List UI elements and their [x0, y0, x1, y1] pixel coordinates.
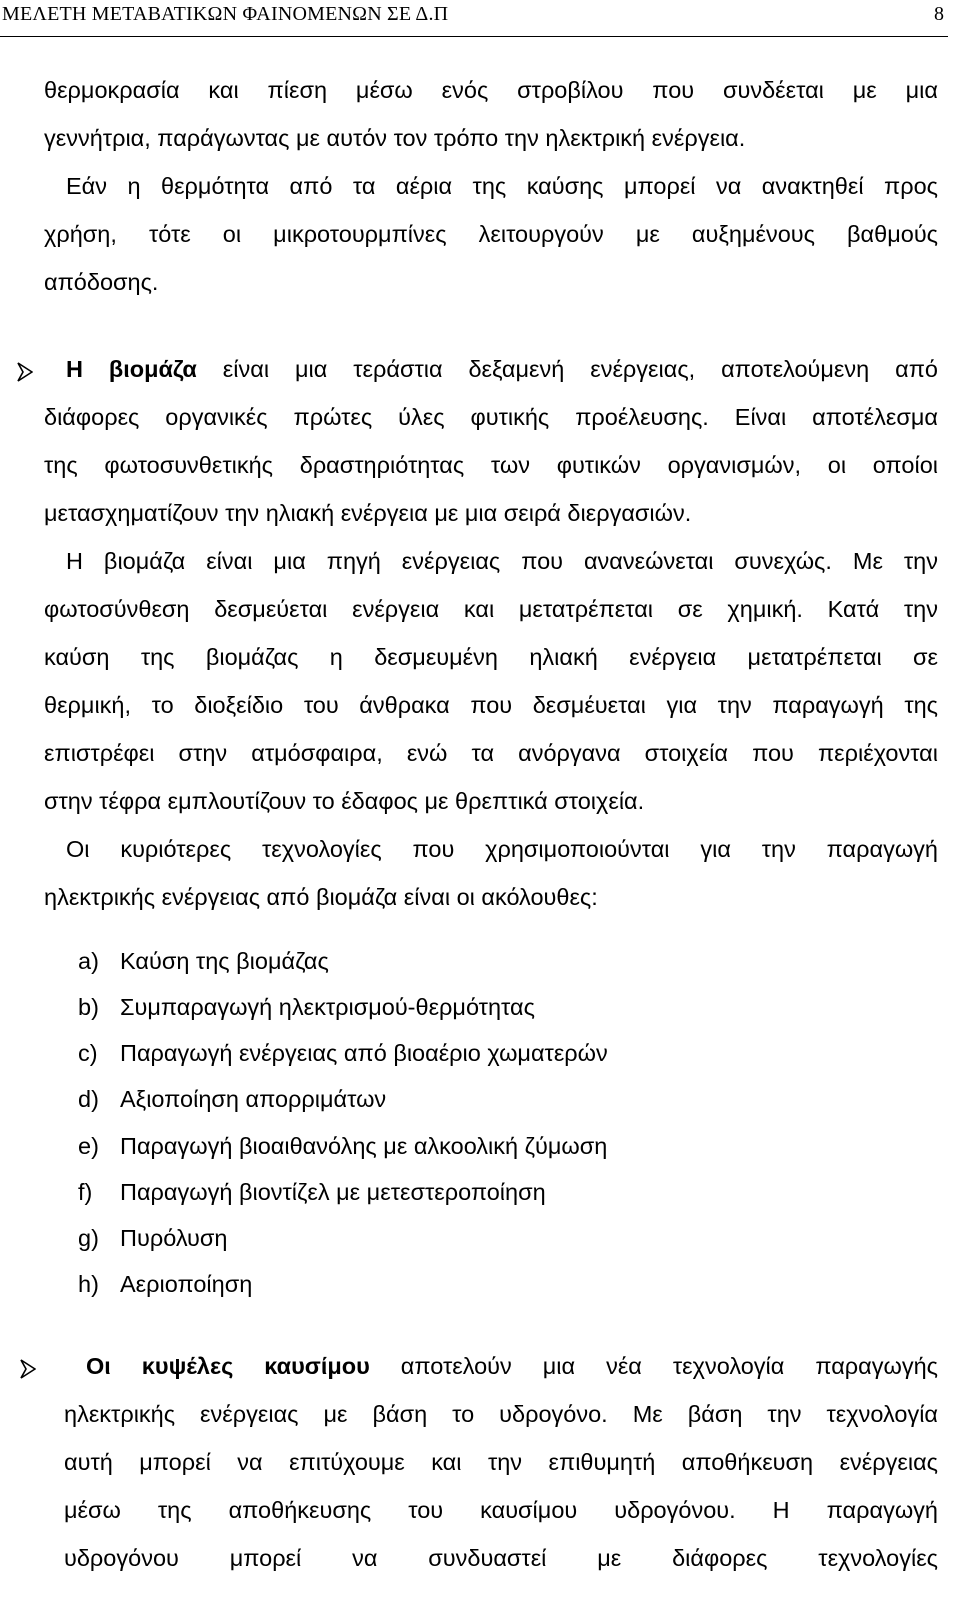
list-item-text: Παραγωγή ενέργειας από βιοαέριο χωματερών — [120, 1040, 608, 1066]
text-line: μέσω της αποθήκευσης του καυσίμου υδρογόνου. Η παραγωγή — [64, 1497, 938, 1523]
text-line: καύση της βιομάζας η δεσμευμένη ηλιακή ενέργεια μετατρέπεται σε — [44, 644, 938, 670]
text-line: αυτή μπορεί να επιτύχουμε και την επιθυμητή αποθήκευση ενέργειας — [64, 1449, 938, 1475]
text-line: υδρογόνου μπορεί να συνδυαστεί με διάφορες τεχνολογίες — [64, 1545, 938, 1571]
text-line: θερμική, το διοξείδιο του άνθρακα που δεσμέυεται για την παραγωγή της — [44, 692, 938, 718]
list-item — [78, 1086, 386, 1126]
list-item-label: e) — [78, 1133, 99, 1159]
list-item-label: h) — [78, 1271, 99, 1297]
list-item-text: Πυρόλυση — [120, 1225, 228, 1251]
list-item — [78, 1179, 546, 1219]
text-line: μετασχηματίζουν την ηλιακή ενέργεια με μια σειρά διεργασιών. — [44, 500, 692, 526]
list-item — [78, 1271, 252, 1311]
list-item — [78, 948, 329, 988]
text-line: ηλεκτρικής ενέργειας από βιομάζα είναι οι ακόλουθες: — [44, 884, 598, 910]
text-line: ηλεκτρικής ενέργειας με βάση το υδρογόνο. Με βάση την τεχνολογία — [64, 1401, 938, 1427]
text-line: Η βιομάζα είναι μια πηγή ενέργειας που ανανεώνεται συνεχώς. Με την — [66, 548, 938, 574]
list-item-text: Παραγωγή βιοντίζελ με μετεστεροποίηση — [120, 1179, 546, 1205]
list-item-text: Συμπαραγωγή ηλεκτρισμού-θερμότητας — [120, 994, 535, 1020]
list-item-text: Αεριοποίηση — [120, 1271, 253, 1297]
list-item-label: a) — [78, 948, 99, 974]
fuel-cells-term: Οι κυψέλες καυσίμου — [86, 1353, 370, 1379]
document-title: ΜΕΛΕΤΗ ΜΕΤΑΒΑΤΙΚΩΝ ΦΑΙΝΟΜΕΝΩΝ ΣΕ Δ.Π — [2, 3, 449, 25]
text-run: είναι μια τεράστια δεξαμενή ενέργειας, αποτελούμενη από — [196, 356, 938, 382]
text-run: αποτελούν μια νέα τεχνολογία παραγωγής — [369, 1353, 938, 1379]
text-line: απόδοσης. — [44, 269, 159, 295]
text-line: χρήση, τότε οι μικροτουρμπίνες λειτουργούν με αυξημένους βαθμούς — [44, 221, 938, 247]
arrowhead-bullet-icon — [20, 1359, 36, 1379]
biomass-paragraph — [44, 345, 938, 921]
text-line — [44, 345, 938, 393]
list-item-text: Αξιοποίηση απορριμάτων — [120, 1086, 387, 1112]
text-line: διάφορες οργανικές πρώτες ύλες φυτικής προέλευσης. Είναι αποτέλεσμα — [44, 404, 938, 430]
list-item — [78, 1133, 607, 1173]
list-item-label: b) — [78, 994, 99, 1020]
text-line: της φωτοσυνθετικής δραστηριότητας των φυτικών οργανισμών, οι οποίοι — [44, 452, 938, 478]
text-line — [64, 1342, 938, 1390]
text-line: γεννήτρια, παράγωντας με αυτόν τον τρόπο την ηλεκτρική ενέργεια. — [44, 125, 746, 151]
text-line: στην τέφρα εμπλουτίζουν το έδαφος με θρεπτικά στοιχεία. — [44, 788, 645, 814]
intro-paragraph — [44, 66, 938, 306]
arrowhead-bullet-icon — [17, 362, 33, 382]
list-item-label: c) — [78, 1040, 98, 1066]
list-item — [78, 1040, 608, 1080]
list-item-label: f) — [78, 1179, 93, 1205]
page-number: 8 — [934, 3, 944, 25]
biomass-term: Η βιομάζα — [66, 356, 197, 382]
text-line: φωτοσύνθεση δεσμεύεται ενέργεια και μετατρέπεται σε χημική. Κατά την — [44, 596, 938, 622]
list-item — [78, 994, 535, 1034]
list-item — [78, 1225, 227, 1265]
text-line: Οι κυριότερες τεχνολογίες που χρησιμοποιούνται για την παραγωγή — [66, 836, 938, 862]
list-item-text: Καύση της βιομάζας — [120, 948, 329, 974]
text-line: Εάν η θερμότητα από τα αέρια της καύσης μπορεί να ανακτηθεί προς — [66, 173, 938, 199]
list-item-label: g) — [78, 1225, 99, 1251]
text-line: επιστρέφει στην ατμόσφαιρα, ενώ τα ανόργανα στοιχεία που περιέχονται — [44, 740, 938, 766]
list-item-text: Παραγωγή βιοαιθανόλης με αλκοολική ζύμωση — [120, 1133, 608, 1159]
text-line: θερμοκρασία και πίεση μέσω ενός στροβίλου που συνδέεται με μια — [44, 77, 938, 103]
list-item-label: d) — [78, 1086, 99, 1112]
fuel-cells-paragraph — [64, 1342, 938, 1582]
page-header — [0, 0, 948, 37]
